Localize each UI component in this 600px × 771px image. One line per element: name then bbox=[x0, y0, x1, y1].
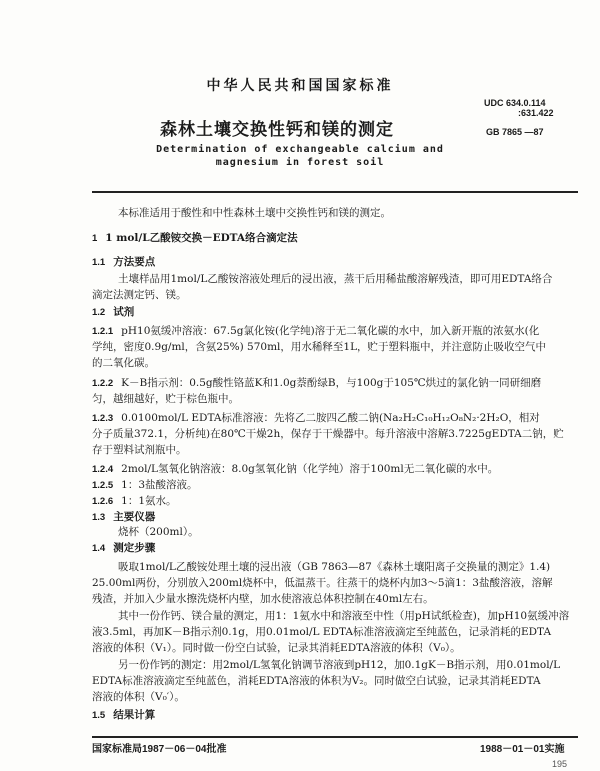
paragraph-line: 匀，越细越好，贮于棕色瓶中。 bbox=[92, 393, 239, 405]
effective-date: 1988－01－01实施 bbox=[480, 744, 565, 755]
paragraph-line: 25.00ml两份，分别放入200ml烧杯中，低温蒸干。往蒸干的烧杯内加3～5滴1：3盐酸溶液，溶解 bbox=[92, 577, 553, 589]
paragraph-line: 分子质量372.1，分析纯)在80℃干燥2h，保存于干燥器中。每升溶液中溶解3.7225gEDTA二钠，贮 bbox=[92, 428, 564, 440]
clause-text: pH10氨缓冲溶液：67.5g氯化铵(化学纯)溶于无二氧化碳的水中，加入新开瓶的浓氨水(化 bbox=[121, 325, 540, 337]
section-1-4-heading bbox=[92, 542, 578, 555]
paragraph-line: 存于塑料试剂瓶中。 bbox=[92, 444, 187, 456]
clause-number: 1.2.5 bbox=[92, 480, 114, 491]
clause-number: 1.2.1 bbox=[92, 326, 114, 337]
gb-standard-number: GB 7865 —87 bbox=[486, 127, 544, 137]
paragraph-line: 的二氧化碳。 bbox=[92, 357, 155, 369]
clause-1-2-4 bbox=[92, 463, 578, 476]
paragraph-line: EDTA标准溶液滴定至纯蓝色，消耗EDTA溶液的体积为V₂。同时做空白试验，记录其消耗EDTA bbox=[92, 675, 541, 687]
paragraph-line: 吸取1mol/L乙酸铵处理土壤的浸出液（GB 7863—87《森林土壤阳离子交换量的测定》1.4) bbox=[118, 561, 551, 573]
section-number: 1.3 bbox=[92, 512, 106, 523]
clause-number: 1.2.6 bbox=[92, 496, 114, 507]
clause-text: 0.0100mol/L EDTA标准溶液：先将乙二胺四乙酸二钠(Na₂H₂C₁₀H₁₂O₈N₂·2H₂O，相对 bbox=[121, 412, 540, 424]
section-title: 1 mol/L乙酸铵交换－EDTA络合滴定法 bbox=[105, 232, 298, 244]
section-title: 方法要点 bbox=[113, 256, 156, 268]
section-1-5-heading bbox=[92, 709, 578, 722]
paragraph-line: 滴定法测定钙、镁。 bbox=[92, 289, 187, 301]
page-number: 195 bbox=[552, 759, 568, 769]
clause-1-2-2 bbox=[92, 377, 578, 390]
clause-text: 1：3盐酸溶液。 bbox=[121, 479, 198, 491]
clause-1-2-3 bbox=[92, 412, 578, 425]
standard-country-heading: 中华人民共和国国家标准 bbox=[206, 78, 394, 94]
paragraph-line: 残渣，并加入少量水擦洗烧杯内壁，加水使溶液总体积控制在40ml左右。 bbox=[92, 593, 434, 605]
section-number: 1.1 bbox=[92, 257, 106, 268]
document-title-chinese: 森林土壤交换性钙和镁的测定 bbox=[160, 120, 394, 140]
section-number: 1.2 bbox=[92, 307, 106, 318]
document-title-english-line1: Determination of exchangeable calcium and bbox=[156, 144, 444, 155]
section-1-heading bbox=[92, 232, 578, 245]
footer-divider bbox=[92, 736, 578, 738]
intro-paragraph: 本标准适用于酸性和中性森林土壤中交换性钙和镁的测定。 bbox=[118, 207, 391, 219]
udc-code-continued: :631.422 bbox=[518, 108, 554, 118]
section-1-3-heading bbox=[92, 511, 578, 524]
approval-date: 国家标准局1987－06－04批准 bbox=[92, 744, 227, 755]
paragraph-line: 烧杯（200ml）。 bbox=[118, 526, 199, 538]
section-number: 1 bbox=[92, 233, 98, 244]
section-number: 1.4 bbox=[92, 543, 106, 554]
clause-number: 1.2.3 bbox=[92, 413, 114, 424]
paragraph-line: 土壤样品用1mol/L乙酸铵溶液处理后的浸出液，蒸干后用稀盐酸溶解残渣，即可用EDTA络合 bbox=[118, 273, 553, 285]
section-title: 测定步骤 bbox=[113, 542, 156, 554]
clause-text: 2mol/L氢氧化钠溶液：8.0g氢氧化钠（化学纯）溶于100ml无二氧化碳的水中。 bbox=[121, 463, 499, 475]
clause-number: 1.2.4 bbox=[92, 464, 114, 475]
clause-text: K－B指示剂：0.5g酸性铬蓝K和1.0g萘酚绿B，与100g于105℃烘过的氯化钠一同研细磨 bbox=[121, 377, 542, 389]
paragraph-line: 另一份作钙的测定：用2mol/L氢氧化钠调节溶液到pH12，加0.1gK－B指示剂，用0.01mol/L bbox=[118, 659, 561, 671]
document-title-english-line2: magnesium in forest soil bbox=[215, 157, 385, 168]
section-title: 主要仪器 bbox=[113, 511, 156, 523]
paragraph-line: 溶液的体积（V₁）。同时做一份空白试验，记录其消耗EDTA溶液的体积（V₀）。 bbox=[92, 642, 461, 654]
paragraph-line: 学纯，密度0.9g/ml，含氨25%) 570ml，用水稀释至1L，贮于塑料瓶中，并注意防止吸收空气中 bbox=[92, 341, 547, 353]
section-title: 结果计算 bbox=[113, 709, 156, 721]
section-title: 试剂 bbox=[113, 306, 135, 318]
paragraph-line: 其中一份作钙、镁合量的测定，用1：1氨水中和溶液至中性（用pH试纸检查)，加pH10氨缓冲溶 bbox=[118, 610, 570, 622]
clause-text: 1：1氨水。 bbox=[121, 495, 177, 507]
paragraph-line: 液3.5ml，再加K－B指示剂0.1g，用0.01mol/L EDTA标准溶液滴定至纯蓝色，记录消耗的EDTA bbox=[92, 626, 552, 638]
header-divider bbox=[92, 191, 578, 193]
section-number: 1.5 bbox=[92, 710, 106, 721]
paragraph-line: 溶液的体积（V₀′）。 bbox=[92, 691, 185, 703]
clause-1-2-5 bbox=[92, 479, 578, 492]
section-1-1-heading bbox=[92, 256, 578, 269]
section-1-2-heading bbox=[92, 306, 578, 319]
clause-number: 1.2.2 bbox=[92, 378, 114, 389]
udc-code: UDC 634.0.114 bbox=[484, 98, 546, 108]
clause-1-2-1 bbox=[92, 325, 578, 338]
clause-1-2-6 bbox=[92, 495, 578, 508]
